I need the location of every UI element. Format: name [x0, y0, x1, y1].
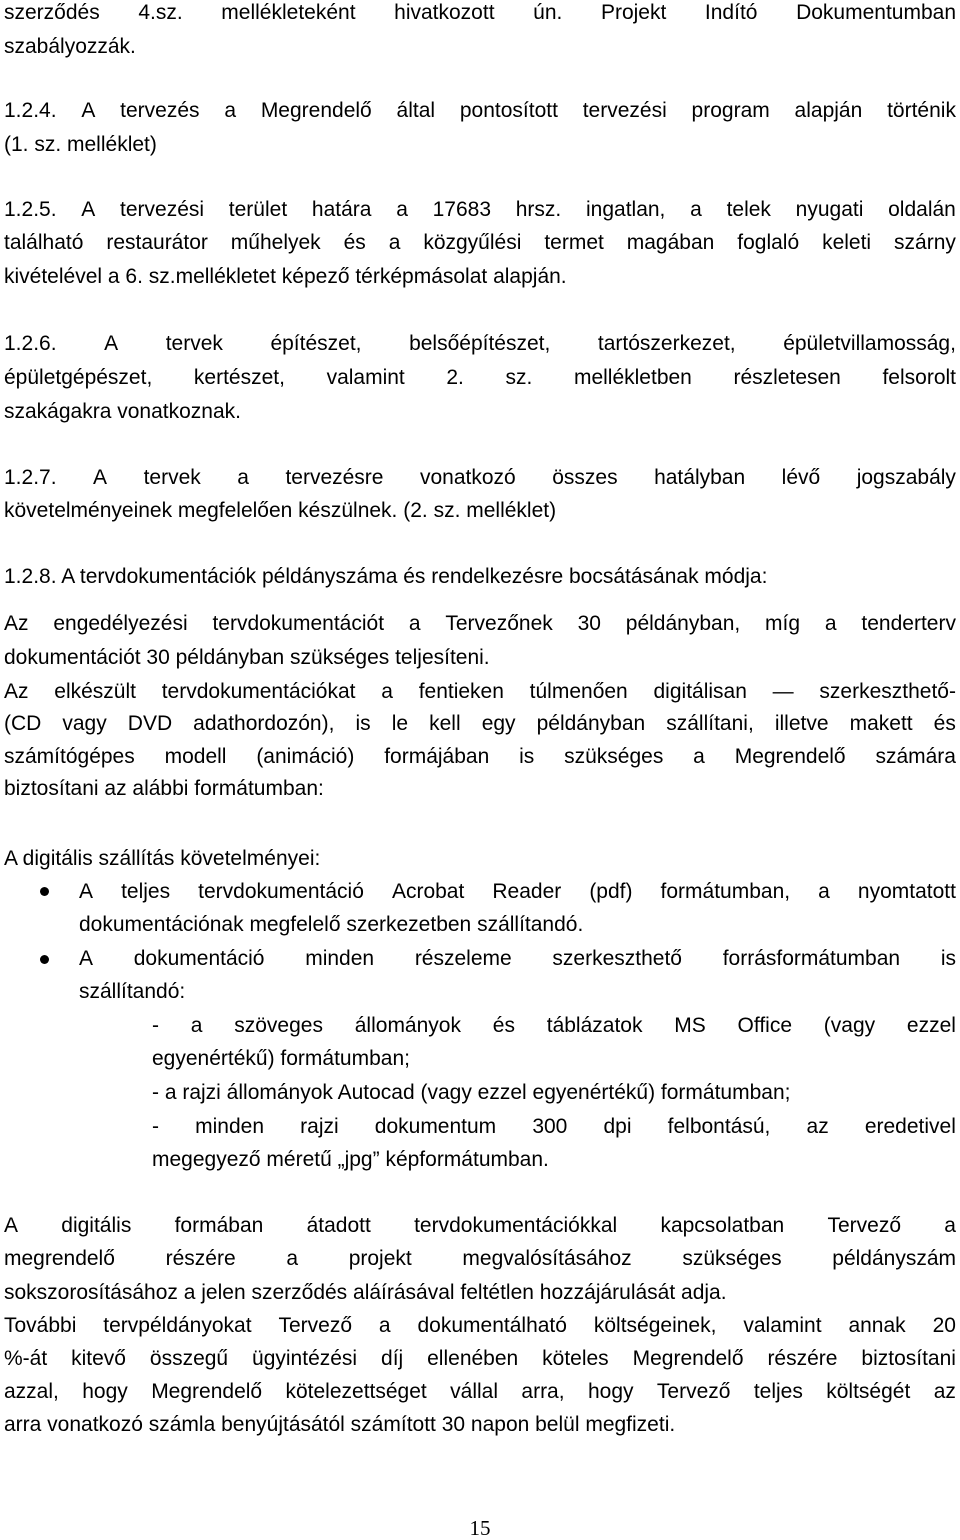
text-line: arra vonatkozó számla benyújtásától számított 30 napon belül megfizeti. [4, 1413, 676, 1436]
text-line: További tervpéldányokat Tervező a dokumentálható költségeinek, valamint annak 20 [4, 1314, 956, 1337]
text-line: szállítandó: [79, 980, 186, 1003]
text-line: dokumentációt 30 példányban szükséges teljesíteni. [4, 646, 490, 669]
page-number: 15 [469, 1516, 491, 1540]
text-line: épületgépészet, kertészet, valamint 2. sz. mellékletben részletesen felsorolt [4, 366, 956, 389]
text-line: biztosítani az alábbi formátumban: [4, 777, 324, 800]
text-line: egyenértékű) formátumban; [152, 1047, 410, 1070]
text-line: szakágakra vonatkoznak. [4, 400, 241, 423]
text-line: %-át kitevő összegű ügyintézési díj ellenében köteles Megrendelő részére biztosítani [4, 1347, 956, 1370]
text-line: kivételével a 6. sz.mellékletet képező térképmásolat alapján. [4, 265, 567, 288]
text-line: (CD vagy DVD adathordozón), is le kell egy példányban szállítani, illetve makett és [4, 712, 956, 735]
text-line: szabályozzák. [4, 35, 136, 58]
text-line: dokumentációnak megfelelő szerkezetben szállítandó. [79, 913, 584, 936]
text-line: - a szöveges állományok és táblázatok MS Office (vagy ezzel [152, 1014, 956, 1037]
text-line: követelményeinek megfelelően készülnek. (2. sz. melléklet) [4, 499, 557, 522]
bullet-icon [40, 955, 49, 964]
text-line: 1.2.5. A tervezési terület határa a 17683 hrsz. ingatlan, a telek nyugati oldalán [4, 198, 956, 221]
text-line: (1. sz. melléklet) [4, 133, 157, 156]
text-line: A digitális formában átadott tervdokumentációkkal kapcsolatban Tervező a [4, 1214, 956, 1237]
text-line: sokszorosításához a jelen szerződés aláírásával feltétlen hozzájárulását adja. [4, 1281, 727, 1304]
text-line: 1.2.6. A tervek építészet, belsőépítészet, tartószerkezet, épületvillamosság, [4, 332, 956, 355]
text-line: szerződés 4.sz. mellékleteként hivatkozott ún. Projekt Indító Dokumentumban [4, 1, 956, 24]
text-line: - minden rajzi dokumentum 300 dpi felbontású, az eredetivel [152, 1115, 956, 1138]
text-line: azzal, hogy Megrendelő kötelezettséget vállal arra, hogy Tervező teljes költségét az [4, 1380, 956, 1403]
text-line: található restaurátor műhelyek és a közgyűlési termet magában foglaló keleti szárny [4, 231, 956, 254]
text-line: 1.2.7. A tervek a tervezésre vonatkozó összes hatályban lévő jogszabály [4, 466, 956, 489]
text-line: A dokumentáció minden részeleme szerkeszthető forrásformátumban is [79, 947, 956, 970]
text-line: megrendelő részére a projekt megvalósításához szükséges példányszám [4, 1247, 956, 1270]
text-line: számítógépes modell (animáció) formájában is szükséges a Megrendelő számára [4, 745, 956, 768]
text-line: Az engedélyezési tervdokumentációt a Tervezőnek 30 példányban, míg a tenderterv [4, 612, 956, 635]
text-line: A teljes tervdokumentáció Acrobat Reader (pdf) formátumban, a nyomtatott [79, 880, 956, 903]
text-line: A digitális szállítás követelményei: [4, 847, 321, 870]
text-line: - a rajzi állományok Autocad (vagy ezzel egyenértékű) formátumban; [152, 1081, 791, 1104]
text-line: 1.2.8. A tervdokumentációk példányszáma és rendelkezésre bocsátásának módja: [4, 565, 768, 588]
text-line: megegyező méretű „jpg” képformátumban. [152, 1148, 549, 1171]
text-line: 1.2.4. A tervezés a Megrendelő által pontosított tervezési program alapján történik [4, 99, 956, 122]
text-line: Az elkészült tervdokumentációkat a fentieken túlmenően digitálisan — szerkeszthető- [4, 680, 956, 703]
bullet-icon [40, 887, 49, 896]
